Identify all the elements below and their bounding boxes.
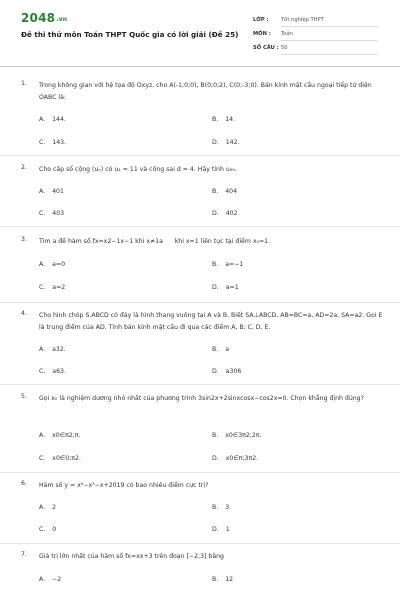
- answer-option[interactable]: [212, 526, 230, 533]
- answer-option[interactable]: [39, 116, 66, 123]
- answer-letter: C.: [39, 526, 46, 533]
- answer-option[interactable]: [212, 210, 238, 217]
- answer-text: a=2: [52, 284, 66, 291]
- answer-text: x0∈0;π2.: [52, 455, 81, 462]
- answer-option[interactable]: [39, 139, 66, 146]
- answer-letter: B.: [212, 576, 219, 583]
- answer-letter: D.: [212, 526, 219, 533]
- answer-letter: A.: [39, 188, 46, 195]
- answer-text: 142.: [225, 139, 240, 146]
- question-text: Gọi x₀ là nghiệm dương nhỏ nhất của phương trình 3sin2x+2sinxcosx−cos2x=0. Chọn khẳng định đúng?: [39, 395, 364, 402]
- answer-letter: C.: [39, 455, 46, 462]
- answer-option[interactable]: [212, 432, 262, 439]
- meta-subject-label: MÔN :: [253, 31, 271, 37]
- answer-letter: D.: [212, 139, 219, 146]
- answer-option[interactable]: [39, 284, 65, 291]
- answer-text: 143.: [52, 139, 67, 146]
- answer-text: 0: [52, 526, 57, 533]
- answer-option[interactable]: [212, 261, 243, 268]
- question-text: Trong không gian với hệ tọa độ Oxyz, cho A(-1;0;0), B(0;0;2), C(0;-3;0). Bán kính mặt cầu ngoại tiếp tứ diện OABC là:: [39, 82, 372, 102]
- answer-option[interactable]: [212, 188, 237, 195]
- answer-letter: B.: [212, 504, 219, 511]
- answer-letter: A.: [39, 576, 46, 583]
- question-separator: [0, 226, 400, 227]
- question-number: 5.: [21, 393, 27, 400]
- answer-text: x0∈π;3π2.: [225, 455, 259, 462]
- answer-option[interactable]: [39, 432, 81, 439]
- answer-text: a=1: [225, 284, 239, 291]
- answer-letter: B.: [212, 261, 219, 268]
- answer-option[interactable]: [39, 210, 64, 217]
- meta-subject-value: Toán: [281, 31, 378, 41]
- meta-class-row: [253, 14, 378, 28]
- answer-option[interactable]: [39, 368, 66, 375]
- question-number: 4.: [21, 310, 27, 317]
- meta-class-label: LỚP :: [253, 17, 269, 23]
- question-number: 2.: [21, 164, 27, 171]
- answer-text: 401: [52, 188, 64, 195]
- answer-option[interactable]: [212, 368, 241, 375]
- answer-text: 3: [225, 504, 230, 511]
- answer-option[interactable]: [39, 261, 65, 268]
- header-divider: [0, 66, 400, 67]
- answer-letter: B.: [212, 188, 219, 195]
- answer-letter: B.: [212, 116, 219, 123]
- answer-text: 1: [225, 526, 230, 533]
- answer-text: x0∈3π2;2π.: [225, 432, 262, 439]
- answer-letter: A.: [39, 432, 46, 439]
- question-text: Hàm số y = x⁴−x³−x+2019 có bao nhiêu điểm cực trị?: [39, 482, 209, 489]
- answer-letter: C.: [39, 284, 46, 291]
- answer-option[interactable]: [39, 346, 66, 353]
- answer-option[interactable]: [212, 455, 258, 462]
- answer-letter: A.: [39, 504, 46, 511]
- answer-text: a: [225, 346, 230, 353]
- answer-letter: B.: [212, 346, 219, 353]
- answer-option[interactable]: [39, 455, 81, 462]
- answer-text: 404: [225, 188, 238, 195]
- answer-text: a=0: [52, 261, 66, 268]
- answer-letter: D.: [212, 455, 219, 462]
- answer-option[interactable]: [212, 139, 240, 146]
- answer-letter: A.: [39, 346, 46, 353]
- question-separator: [0, 384, 400, 385]
- question-text: Cho cấp số cộng (uₙ) có u₁ = 11 và công sai d = 4. Hãy tính u₉₉.: [39, 166, 237, 173]
- meta-class-value: Tốt nghiệp THPT: [281, 17, 378, 27]
- document-title: Đề thi thử môn Toán THPT Quốc gia có lời giải (Đề 25): [21, 30, 239, 39]
- answer-text: 14.: [225, 116, 236, 123]
- answer-text: 402: [225, 210, 238, 217]
- question-number: 6.: [21, 480, 27, 487]
- answer-option[interactable]: [212, 504, 229, 511]
- meta-count-value: 50: [281, 45, 378, 55]
- meta-count-row: [253, 42, 378, 56]
- answer-letter: D.: [212, 284, 219, 291]
- question-text: Tìm a để hàm số fx=x2−1x−1 khi x≠1a khi x=1 liên tục tại điểm x₀=1.: [39, 238, 271, 245]
- answer-text: x0∈π2;π.: [52, 432, 81, 439]
- question-separator: [0, 302, 400, 303]
- answer-letter: A.: [39, 116, 46, 123]
- question-number: 1.: [21, 80, 27, 87]
- answer-text: 2: [52, 504, 57, 511]
- logo-tld: .vn: [56, 16, 68, 23]
- answer-text: 144.: [52, 116, 66, 123]
- answer-text: a63.: [52, 368, 66, 375]
- answer-option[interactable]: [39, 504, 56, 511]
- answer-option[interactable]: [212, 576, 233, 583]
- answer-letter: C.: [39, 139, 46, 146]
- answer-option[interactable]: [212, 284, 239, 291]
- page-header: [0, 0, 400, 64]
- question-text: Cho hình chóp S.ABCD có đáy là hình thang vuông tại A và B. Biết SA⊥ABCD, AB=BC=a, AD=2a, SA=a2. Gọi E là trung điểm của AD. Tính bán kính mặt cầu đi qua các điểm A, B, C, D, E.: [39, 312, 383, 332]
- question-separator: [0, 472, 400, 473]
- answer-text: a=−1: [225, 261, 244, 268]
- question-text: Giá trị lớn nhất của hàm số fx=xx+3 trên đoạn [−2;3] bằng: [39, 553, 224, 560]
- answer-letter: B.: [212, 432, 219, 439]
- answer-letter: C.: [39, 368, 46, 375]
- site-logo[interactable]: [21, 11, 67, 25]
- meta-subject-row: [253, 28, 378, 42]
- question-separator: [0, 543, 400, 544]
- answer-option[interactable]: [39, 526, 56, 533]
- answer-text: 403: [52, 210, 65, 217]
- answer-text: a32.: [52, 346, 66, 353]
- answer-letter: D.: [212, 210, 219, 217]
- meta-count-label: SỐ CÂU :: [253, 45, 279, 51]
- answer-letter: A.: [39, 261, 46, 268]
- answer-text: a306: [225, 368, 242, 375]
- answer-option[interactable]: [212, 116, 235, 123]
- answer-text: 12: [225, 576, 234, 583]
- logo-text: 2048: [21, 11, 56, 25]
- answer-letter: D.: [212, 368, 219, 375]
- answer-option[interactable]: [39, 576, 61, 583]
- answer-option[interactable]: [212, 346, 229, 353]
- question-separator: [0, 155, 400, 156]
- answer-letter: C.: [39, 210, 46, 217]
- question-number: 3.: [21, 236, 27, 243]
- answer-text: −2: [52, 576, 62, 583]
- answer-option[interactable]: [39, 188, 64, 195]
- question-number: 7.: [21, 551, 27, 558]
